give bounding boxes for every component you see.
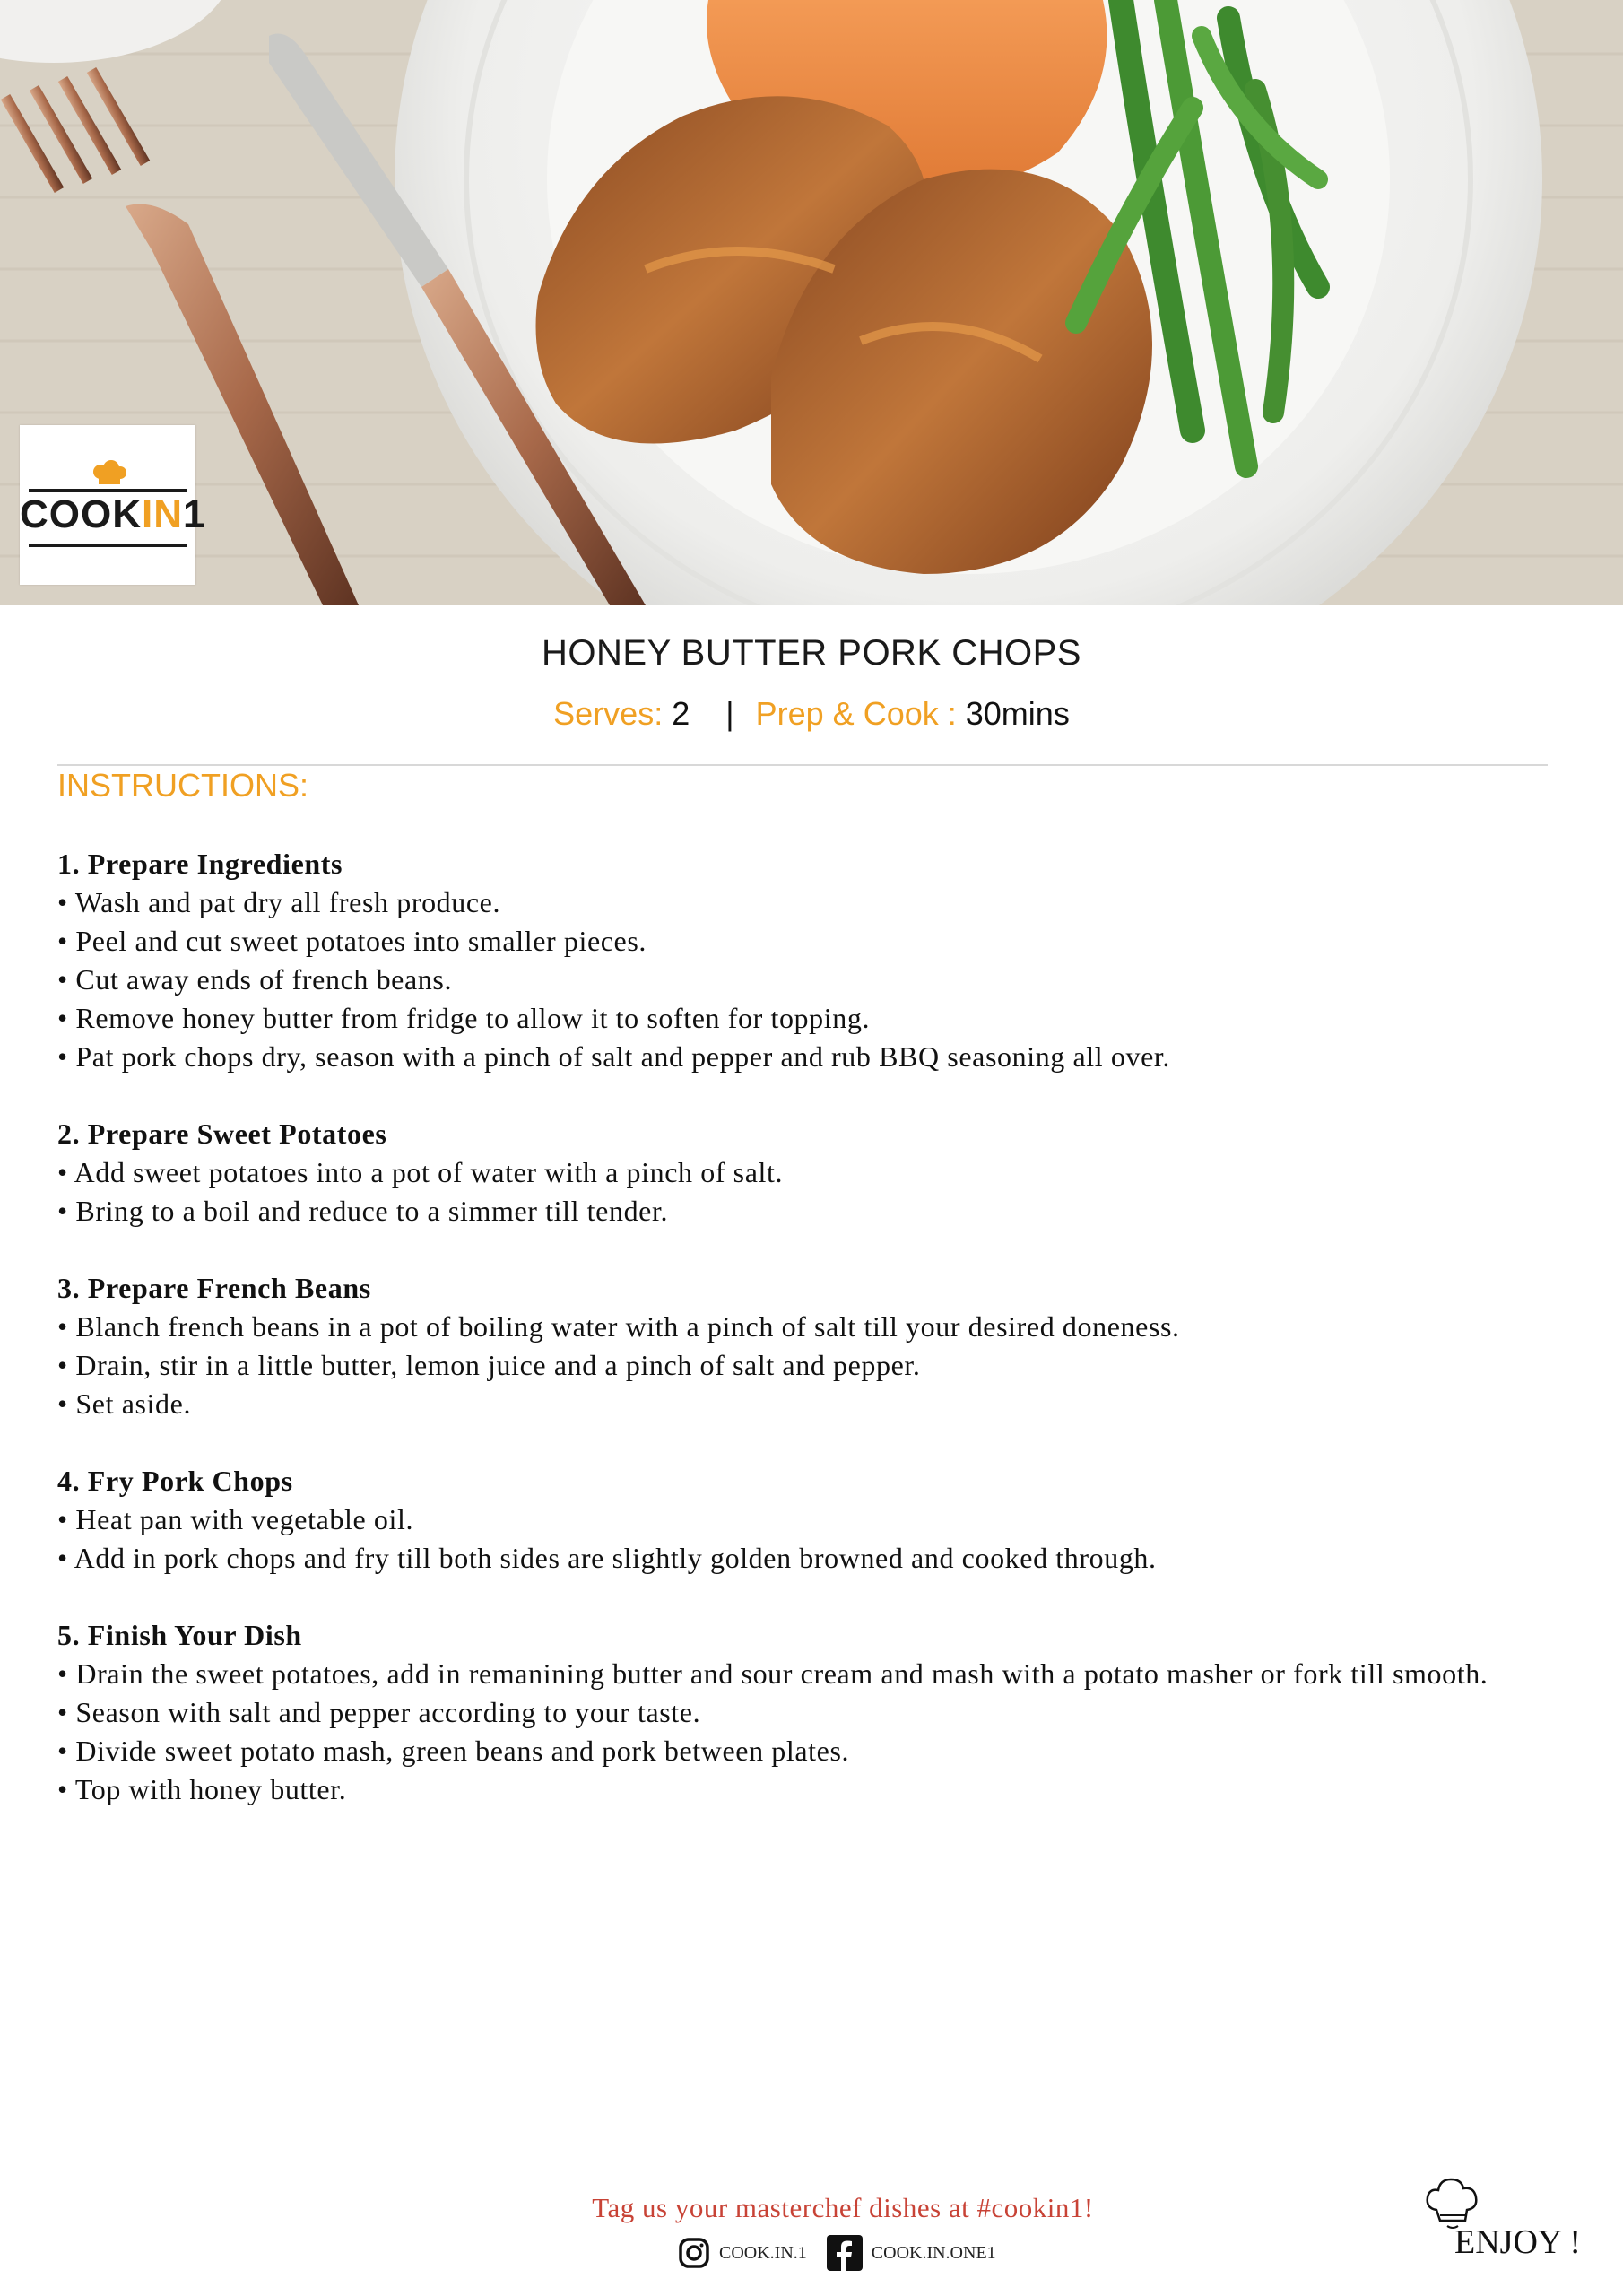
footer-tagline: Tag us your masterchef dishes at #cookin1! (592, 2192, 1094, 2223)
step (57, 1462, 1573, 1578)
time-label: Prep & Cook : (755, 695, 957, 732)
enjoy-sign-off: ENJOY ! (1454, 2223, 1582, 2261)
step-title: 1. Prepare Ingredients (57, 848, 343, 880)
step (57, 1616, 1573, 1809)
instagram-link[interactable] (678, 2237, 807, 2269)
recipe-meta (0, 695, 1623, 733)
step-bullet: • Divide sweet potato mash, green beans and pork between plates. (57, 1735, 850, 1767)
recipe-title: HONEY BUTTER PORK CHOPS (542, 633, 1081, 673)
step-bullet: • Add in pork chops and fry till both sides are slightly golden browned and cooked through. (57, 1542, 1157, 1574)
step-bullet: • Peel and cut sweet potatoes into smaller pieces. (57, 925, 647, 957)
time-value: 30mins (965, 695, 1070, 732)
pork-chop-plate-illustration (0, 0, 1623, 605)
step-bullet: • Heat pan with vegetable oil. (57, 1503, 414, 1535)
serves-value: 2 (672, 695, 690, 732)
step-bullet: • Blanch french beans in a pot of boiling water with a pinch of salt till your desired doneness. (57, 1310, 1180, 1343)
step-bullet: • Pat pork chops dry, season with a pinch of salt and pepper and rub BBQ seasoning all over. (57, 1040, 1170, 1073)
meta-separator: | (725, 695, 734, 732)
step-bullet: • Drain the sweet potatoes, add in remanining butter and sour cream and mash with a potato masher or fork till smooth. (57, 1657, 1488, 1690)
facebook-link[interactable] (827, 2235, 996, 2271)
serves-label: Serves: (553, 695, 664, 732)
step-title: 3. Prepare French Beans (57, 1272, 371, 1304)
step-title: 2. Prepare Sweet Potatoes (57, 1118, 387, 1150)
instructions-heading: INSTRUCTIONS: (57, 767, 309, 804)
step-bullet: • Add sweet potatoes into a pot of water with a pinch of salt. (57, 1156, 784, 1188)
brand-logo (20, 425, 206, 585)
social-links (678, 2233, 1016, 2273)
step (57, 1269, 1573, 1423)
facebook-icon (827, 2235, 863, 2271)
step-bullet: • Remove honey butter from fridge to allow it to soften for topping. (57, 1002, 871, 1034)
instagram-icon (678, 2237, 710, 2269)
logo-wordmark: COOKIN1 (20, 492, 206, 536)
step (57, 1115, 1573, 1231)
step-bullet: • Wash and pat dry all fresh produce. (57, 886, 501, 918)
facebook-handle: COOK.IN.ONE1 (871, 2242, 996, 2263)
divider (57, 764, 1548, 766)
step-bullet: • Top with honey butter. (57, 1773, 347, 1805)
hero-photo (0, 0, 1623, 605)
step (57, 845, 1573, 1076)
step-bullet: • Season with salt and pepper according to your taste. (57, 1696, 701, 1728)
instructions-list (57, 845, 1573, 1848)
step-bullet: • Set aside. (57, 1387, 192, 1420)
step-title: 4. Fry Pork Chops (57, 1465, 293, 1497)
step-bullet: • Drain, stir in a little butter, lemon juice and a pinch of salt and pepper. (57, 1349, 921, 1381)
step-bullet: • Bring to a boil and reduce to a simmer till tender. (57, 1195, 669, 1227)
instagram-handle: COOK.IN.1 (719, 2242, 807, 2263)
step-bullet: • Cut away ends of french beans. (57, 963, 453, 996)
step-title: 5. Finish Your Dish (57, 1619, 302, 1651)
